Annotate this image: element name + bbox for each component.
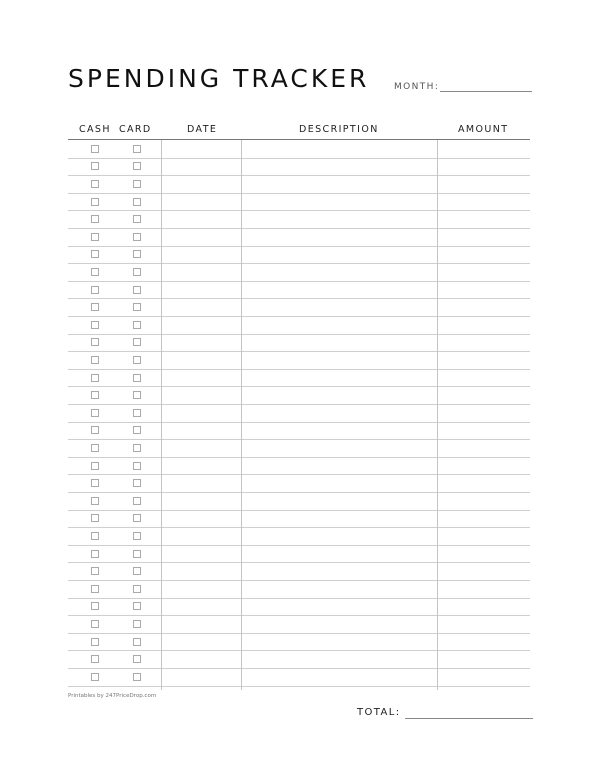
card-checkbox[interactable] <box>133 268 141 276</box>
card-checkbox[interactable] <box>133 180 141 188</box>
card-checkbox[interactable] <box>133 567 141 575</box>
table-header <box>68 124 530 140</box>
table-row[interactable] <box>68 668 530 687</box>
cash-checkbox[interactable] <box>91 374 99 382</box>
cash-checkbox[interactable] <box>91 145 99 153</box>
table-row[interactable] <box>68 193 530 212</box>
table-row[interactable] <box>68 263 530 282</box>
card-checkbox[interactable] <box>133 409 141 417</box>
card-checkbox[interactable] <box>133 585 141 593</box>
table-row[interactable] <box>68 615 530 634</box>
column-header-description: DESCRIPTION <box>299 124 379 135</box>
column-header-cash: CASH <box>79 124 111 135</box>
column-header-amount: AMOUNT <box>458 124 509 135</box>
cash-checkbox[interactable] <box>91 321 99 329</box>
cash-checkbox[interactable] <box>91 409 99 417</box>
table-row[interactable] <box>68 298 530 317</box>
cash-checkbox[interactable] <box>91 356 99 364</box>
table-row[interactable] <box>68 334 530 353</box>
table-row[interactable] <box>68 175 530 194</box>
card-checkbox[interactable] <box>133 638 141 646</box>
cash-checkbox[interactable] <box>91 215 99 223</box>
table-row[interactable] <box>68 457 530 476</box>
cash-checkbox[interactable] <box>91 673 99 681</box>
table-row[interactable] <box>68 598 530 617</box>
card-checkbox[interactable] <box>133 321 141 329</box>
table-row[interactable] <box>68 386 530 405</box>
table-row[interactable] <box>68 545 530 564</box>
card-checkbox[interactable] <box>133 550 141 558</box>
card-checkbox[interactable] <box>133 233 141 241</box>
table-row[interactable] <box>68 474 530 493</box>
cash-checkbox[interactable] <box>91 426 99 434</box>
table-row[interactable] <box>68 510 530 529</box>
tracker-table <box>68 139 530 690</box>
column-divider-date <box>161 140 162 690</box>
cash-checkbox[interactable] <box>91 162 99 170</box>
column-divider-description <box>241 140 242 690</box>
cash-checkbox[interactable] <box>91 198 99 206</box>
table-row[interactable] <box>68 140 530 159</box>
table-row[interactable] <box>68 580 530 599</box>
table-row[interactable] <box>68 527 530 546</box>
card-checkbox[interactable] <box>133 286 141 294</box>
cash-checkbox[interactable] <box>91 550 99 558</box>
table-row[interactable] <box>68 369 530 388</box>
month-label: MONTH: <box>394 82 440 92</box>
card-checkbox[interactable] <box>133 426 141 434</box>
cash-checkbox[interactable] <box>91 180 99 188</box>
cash-checkbox[interactable] <box>91 532 99 540</box>
cash-checkbox[interactable] <box>91 497 99 505</box>
card-checkbox[interactable] <box>133 655 141 663</box>
table-row[interactable] <box>68 492 530 511</box>
card-checkbox[interactable] <box>133 338 141 346</box>
cash-checkbox[interactable] <box>91 391 99 399</box>
card-checkbox[interactable] <box>133 514 141 522</box>
card-checkbox[interactable] <box>133 497 141 505</box>
table-row[interactable] <box>68 351 530 370</box>
table-row[interactable] <box>68 281 530 300</box>
footer-credit: Printables by 247PriceDrop.com <box>68 693 157 699</box>
table-row[interactable] <box>68 228 530 247</box>
card-checkbox[interactable] <box>133 374 141 382</box>
month-field[interactable] <box>394 82 532 92</box>
cash-checkbox[interactable] <box>91 286 99 294</box>
table-row[interactable] <box>68 633 530 652</box>
cash-checkbox[interactable] <box>91 514 99 522</box>
cash-checkbox[interactable] <box>91 338 99 346</box>
card-checkbox[interactable] <box>133 162 141 170</box>
card-checkbox[interactable] <box>133 250 141 258</box>
card-checkbox[interactable] <box>133 620 141 628</box>
cash-checkbox[interactable] <box>91 620 99 628</box>
table-row[interactable] <box>68 650 530 669</box>
card-checkbox[interactable] <box>133 356 141 364</box>
card-checkbox[interactable] <box>133 532 141 540</box>
page-title: SPENDING TRACKER <box>68 64 370 93</box>
cash-checkbox[interactable] <box>91 638 99 646</box>
cash-checkbox[interactable] <box>91 233 99 241</box>
table-row[interactable] <box>68 422 530 441</box>
card-checkbox[interactable] <box>133 444 141 452</box>
table-row[interactable] <box>68 246 530 265</box>
card-checkbox[interactable] <box>133 391 141 399</box>
cash-checkbox[interactable] <box>91 602 99 610</box>
card-checkbox[interactable] <box>133 145 141 153</box>
card-checkbox[interactable] <box>133 303 141 311</box>
table-row[interactable] <box>68 562 530 581</box>
cash-checkbox[interactable] <box>91 303 99 311</box>
cash-checkbox[interactable] <box>91 444 99 452</box>
table-row[interactable] <box>68 404 530 423</box>
cash-checkbox[interactable] <box>91 567 99 575</box>
cash-checkbox[interactable] <box>91 250 99 258</box>
card-checkbox[interactable] <box>133 479 141 487</box>
column-header-card: CARD <box>119 124 152 135</box>
cash-checkbox[interactable] <box>91 462 99 470</box>
card-checkbox[interactable] <box>133 602 141 610</box>
cash-checkbox[interactable] <box>91 479 99 487</box>
table-row[interactable] <box>68 210 530 229</box>
table-row[interactable] <box>68 439 530 458</box>
cash-checkbox[interactable] <box>91 268 99 276</box>
total-label: TOTAL: <box>357 707 401 718</box>
card-checkbox[interactable] <box>133 198 141 206</box>
table-row[interactable] <box>68 316 530 335</box>
cash-checkbox[interactable] <box>91 585 99 593</box>
card-checkbox[interactable] <box>133 215 141 223</box>
card-checkbox[interactable] <box>133 462 141 470</box>
total-field[interactable] <box>357 707 533 719</box>
total-input-line[interactable] <box>405 707 533 719</box>
column-header-date: DATE <box>187 124 218 135</box>
cash-checkbox[interactable] <box>91 655 99 663</box>
table-row[interactable] <box>68 158 530 177</box>
month-input-line[interactable] <box>440 82 532 92</box>
card-checkbox[interactable] <box>133 673 141 681</box>
column-divider-amount <box>437 140 438 690</box>
